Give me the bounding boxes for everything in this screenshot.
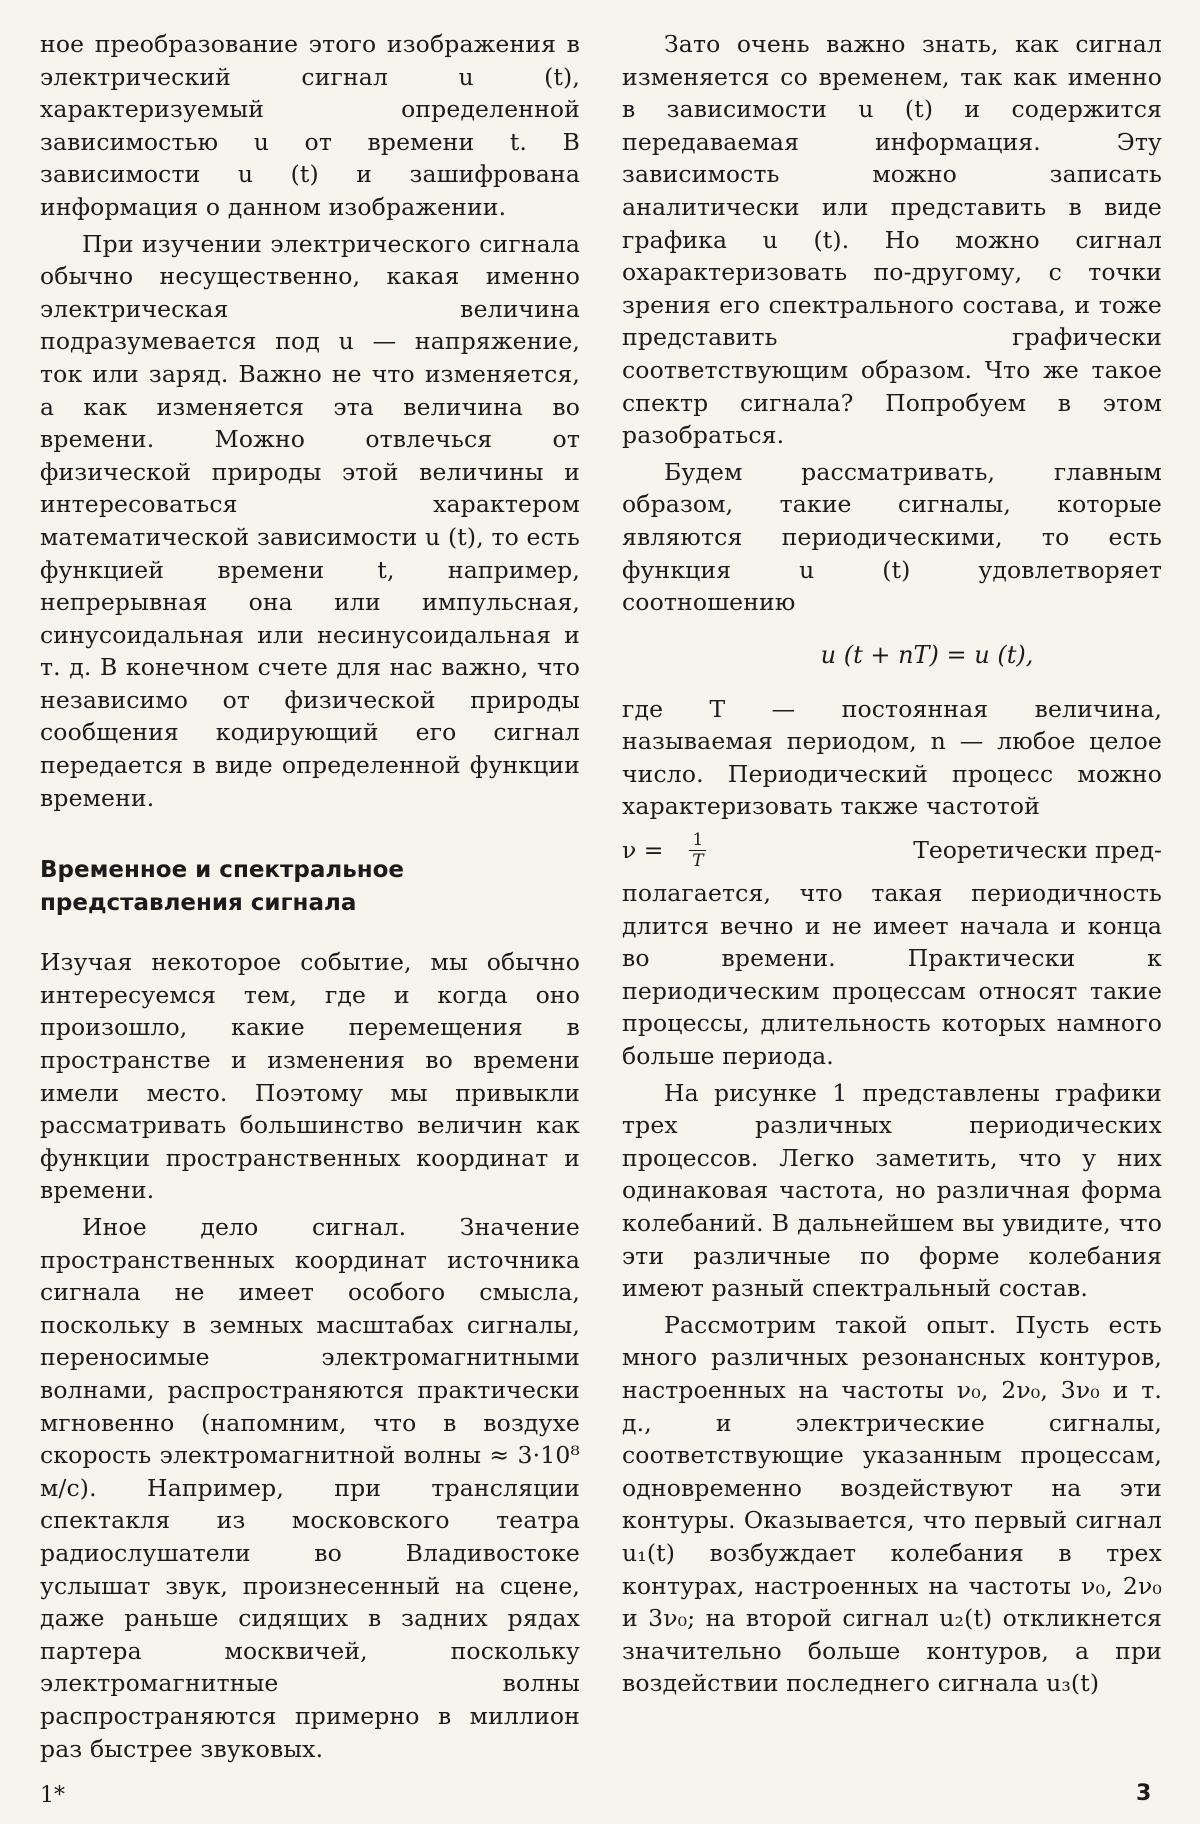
- paragraph: где T — постоянная величина, называемая периодом, n — любое целое число. Периодический процесс можно характеризовать также частотой: [622, 694, 1162, 821]
- section-heading-line: Временное и спектральное: [40, 857, 405, 884]
- fraction-denominator: T: [692, 850, 704, 871]
- section-heading: [40, 854, 580, 920]
- paragraph: Иное дело сигнал. Значение пространственных координат источника сигнала не имеет особого смысла, поскольку в земных масштабах сигналы, переносимые электромагнитными волнами, распространяются практически мгновенно (напомним, что в воздухе скорость электромагнитной волны ≈ 3·10⁸ м/с). Например, при трансляции спектакля из московского театра радиослушатели во Владивостоке услышат звук, произнесенный на сцене, даже раньше сидящих в задних рядах партера москвичей, поскольку электромагнитные волны распространяются примерно в миллион раз быстрее звуковых.: [40, 1213, 580, 1763]
- left-column: [40, 28, 580, 1765]
- paragraph: На рисунке 1 представлены графики трех различных периодических процессов. Легко заметить, что у них одинаковая частота, но различная форма колебаний. В дальнейшем вы увидите, что эти различные по форме колебания имеют разный спектральный состав.: [622, 1078, 1162, 1303]
- paragraph: При изучении электрического сигнала обычно несущественно, какая именно электрическая величина подразумевается под u — напряжение, ток или заряд. Важно не что изменяется, а как изменяется эта величина во времени. Можно отвлечься от физической природы этой величины и интересоваться характером математической зависимости u (t), то есть функцией времени t, например, непрерывная она или импульсная, синусоидальная или несинусоидальная и т. д. В конечном счете для нас важно, что независимо от физической природы сообщения кодирующий его сигнал передается в виде определенной функции времени.: [40, 229, 580, 812]
- frequency-fraction: [689, 830, 706, 871]
- frequency-formula-line: [622, 823, 1162, 877]
- paragraph: Будем рассматривать, главным образом, такие сигналы, которые являются периодическими, то есть функция u (t) удовлетворяет соотношению: [622, 457, 1162, 617]
- periodicity-formula: u (t + nT) = u (t),: [820, 640, 1034, 669]
- paragraph: Рассмотрим такой опыт. Пусть есть много различных резонансных контуров, настроенных на частоты ν₀, 2ν₀, 3ν₀ и т. д., и электрические сигналы, соответствующие указанным процессам, одновременно воздействуют на эти контуры. Оказывается, что первый сигнал u₁(t) возбуждает колебания в трех контурах, настроенных на частоты ν₀, 2ν₀ и 3ν₀; на второй сигнал u₂(t) откликнется значительно больше контуров, а при воздействии последнего сигнала u₃(t): [622, 1310, 1162, 1698]
- signature-mark: 1*: [40, 1783, 65, 1808]
- paragraph: Зато очень важно знать, как сигнал изменяется со временем, так как именно в зависимости u (t) и содержится передаваемая информация. Эту зависимость можно записать аналитически или представить в виде графика u (t). Но можно сигнал охарактеризовать по-другому, с точки зрения его спектрального состава, и тоже представить графически соответствующим образом. Что же такое спектр сигнала? Попробуем в этом разобраться.: [622, 30, 1162, 450]
- frequency-line-tail: Теоретически пред-: [913, 836, 1162, 865]
- section-heading-line: представления сигнала: [40, 890, 357, 917]
- paragraph: ное преобразование этого изображения в электрический сигнал u (t), характеризуемый определенной зависимостью u от времени t. В зависимости u (t) и зашифрована информация о данном изображении.: [40, 30, 580, 221]
- paragraph: Изучая некоторое событие, мы обычно интересуемся тем, где и когда оно произошло, какие перемещения в пространстве и изменения во времени имели место. Поэтому мы привыкли рассматривать большинство величин как функции пространственных координат и времени.: [40, 948, 580, 1205]
- frequency-symbol: ν =: [622, 836, 664, 865]
- right-column: [622, 28, 1162, 1700]
- paragraph: полагается, что такая периодичность длится вечно и не имеет начала и конца во времени. Практически к периодическим процессам относят такие процессы, длительность которых намного больше периода.: [622, 879, 1162, 1071]
- page-number: 3: [1136, 1781, 1152, 1806]
- fraction-numerator: 1: [689, 830, 706, 851]
